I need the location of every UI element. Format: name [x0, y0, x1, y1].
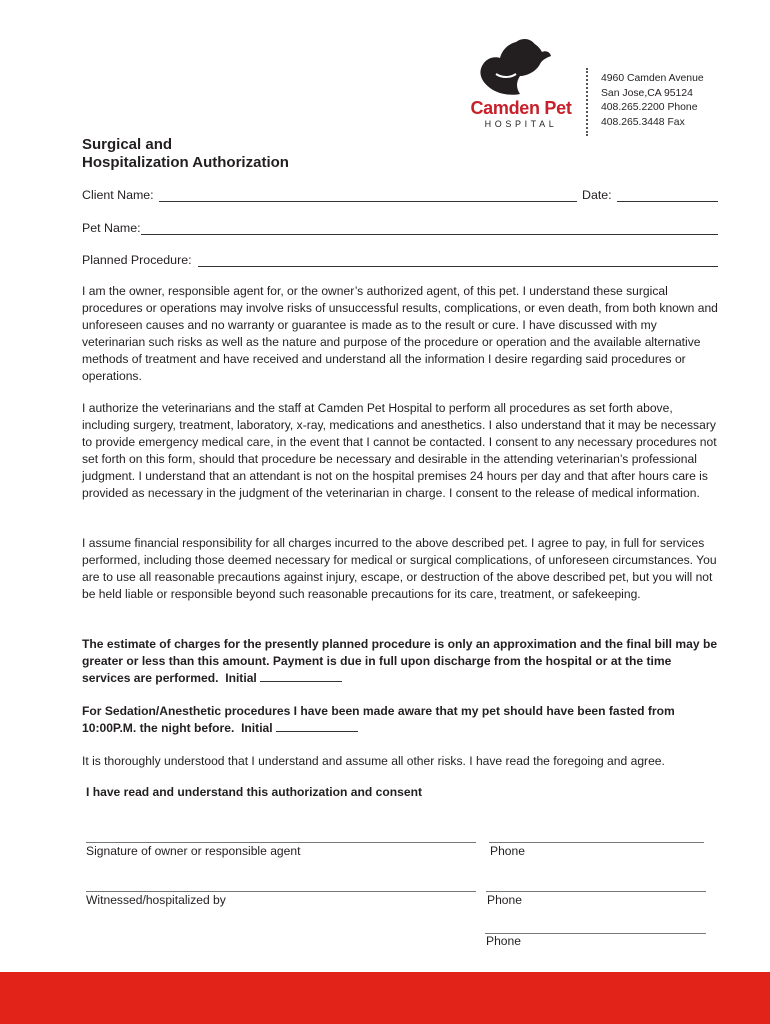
address-line-city: San Jose,CA 95124 [601, 87, 693, 99]
assume-risks-paragraph: It is thoroughly understood that I understand and assume all other risks. I have read the foregoing and agree. [82, 754, 665, 768]
estimate-initial-label: Initial [225, 670, 257, 685]
address-block [601, 72, 704, 130]
client-name-field[interactable] [159, 201, 577, 202]
phone-label-2: Phone [487, 893, 522, 907]
pet-name-field[interactable] [141, 234, 718, 235]
date-field[interactable] [617, 201, 718, 202]
sedation-initial-field[interactable] [276, 721, 358, 732]
title-line-1: Surgical and [82, 136, 173, 153]
witness-signature-label: Witnessed/hospitalized by [86, 893, 226, 907]
sedation-paragraph [82, 703, 722, 737]
page-title [82, 136, 289, 172]
address-line-phone: 408.265.2200 Phone [601, 102, 698, 113]
authorization-paragraph: I authorize the veterinarians and the staff at Camden Pet Hospital to perform all procedures as set forth above, including surgery, treatment, laboratory, x-ray, medications and anesthetics. I also understand that it may be necessary to provide emergency medical care, in the event that I cannot be contacted. I consent to any necessary procedures not set forth on this form, should that procedure be necessary and desirable in the attending veterinarian’s professional judgment. I understand that an attendant is not on the hospital premises 24 hours per day and that after hours care is provided as necessary in the judgment of the veterinarian in charge. I consent to the release of medical information. [82, 401, 717, 500]
owner-consent-paragraph: I am the owner, responsible agent for, or the owner’s authorized agent, of this pet. I understand these surgical procedures or operations may involve risks of unsuccessful results, complications, or even death, from both known and unforeseen causes and no warranty or guarantee is made as to the result or cure. I have discussed with my veterinarian such risks as well as the nature and purpose of the procedure or operation and the available alternative methods of treatment and have received and understand all the information I desire regarding said procedures or operations. [82, 284, 718, 383]
brand-name: Camden Pet [470, 98, 572, 118]
read-and-understand-statement: I have read and understand this authorization and consent [86, 785, 422, 799]
phone-label-3: Phone [486, 934, 521, 948]
witness-signature-field[interactable] [86, 891, 476, 892]
address-line-fax: 408.265.3448 Fax [601, 116, 685, 128]
estimate-text: The estimate of charges for the presently planned procedure is only an approximation and the final bill may be greater or less than this amount. Payment is due in full upon discharge from the hospital or at the time services are performed. [82, 637, 718, 685]
owner-signature-field[interactable] [86, 842, 476, 843]
phone-field-2[interactable] [486, 891, 706, 892]
date-label: Date: [582, 188, 612, 202]
owner-signature-label: Signature of owner or responsible agent [86, 844, 301, 858]
address-line-street: 4960 Camden Avenue [601, 73, 704, 84]
client-name-label: Client Name: [82, 188, 154, 202]
footer-brand-bar [0, 972, 770, 1024]
camden-pet-logo-icon [476, 38, 552, 100]
estimate-paragraph [82, 636, 722, 687]
sedation-initial-label: Initial [241, 720, 273, 735]
financial-responsibility-paragraph: I assume financial responsibility for all charges incurred to the above described pet. I agree to pay, in full for services performed, including those deemed necessary for medical or surgical complications, of unforeseen circumstances. You are to use all reasonable precautions against injury, escape, or destruction of the above described pet, but you will not be held liable or responsible beyond such reasonable precautions for its care, treatment, or safekeeping. [82, 536, 717, 601]
phone-label-1: Phone [490, 844, 525, 858]
estimate-initial-field[interactable] [260, 671, 342, 682]
header-divider [586, 68, 588, 136]
title-line-2: Hospitalization Authorization [82, 154, 289, 171]
pet-name-label: Pet Name: [82, 221, 141, 235]
sedation-text: For Sedation/Anesthetic procedures I have been made aware that my pet should have been fasted from 10:00P.M. the night before. [82, 704, 675, 735]
planned-procedure-label: Planned Procedure: [82, 253, 192, 267]
planned-procedure-field[interactable] [198, 266, 718, 267]
brand-subtitle: HOSPITAL [484, 119, 558, 129]
phone-field-1[interactable] [489, 842, 704, 843]
